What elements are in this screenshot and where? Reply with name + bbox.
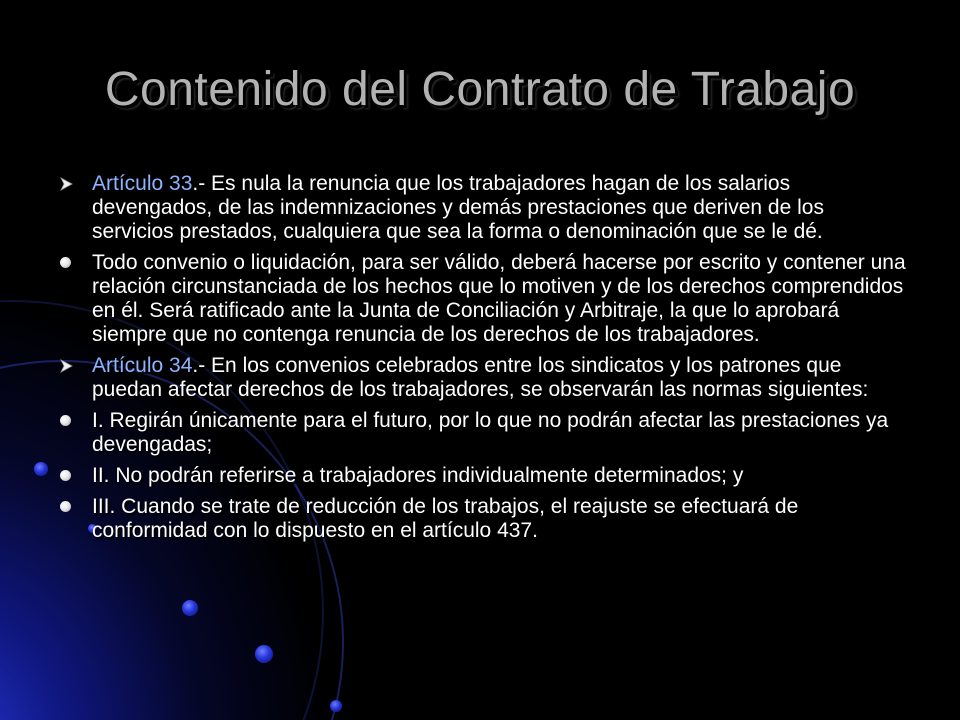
list-item xyxy=(58,409,908,457)
decorative-dot xyxy=(182,600,198,616)
item-text: II. No podrán referirse a trabajadores individualmente determinados; y xyxy=(92,464,744,487)
item-text: .- Es nula la renuncia que los trabajadores hagan de los salarios devengados, de las indemnizaciones y demás prestaciones que deriven de los servicios prestados, cualquiera que sea la forma o denominación que se le dé. xyxy=(92,172,824,243)
slide-title: Contenido del Contrato de Trabajo xyxy=(104,63,856,116)
list-item xyxy=(58,172,908,244)
item-text: .- En los convenios celebrados entre los sindicatos y los patrones que puedan afectar derechos de los trabajadores, se observarán las normas siguientes: xyxy=(92,354,869,401)
decorative-dot xyxy=(255,645,273,663)
list-item xyxy=(58,251,908,347)
item-text: III. Cuando se trate de reducción de los trabajos, el reajuste se efectuará de conformidad con lo dispuesto en el artículo 437. xyxy=(92,495,799,542)
article-lead: Artículo 33 xyxy=(92,172,193,195)
decorative-dot xyxy=(34,462,48,476)
article-lead: Artículo 34 xyxy=(92,354,193,377)
list-item xyxy=(58,464,908,488)
list-item xyxy=(58,354,908,402)
bullet-list xyxy=(58,172,908,550)
arrow-bullet-icon xyxy=(58,175,76,193)
dot-bullet-icon xyxy=(60,415,71,426)
dot-bullet-icon xyxy=(60,501,71,512)
dot-bullet-icon xyxy=(60,470,71,481)
list-item xyxy=(58,495,908,543)
item-text: Todo convenio o liquidación, para ser válido, deberá hacerse por escrito y contener una relación circunstanciada de los hechos que lo motiven y de los derechos comprendidos en él. Será ratificado ante la Junta de Conciliación y Arbitraje, la que lo aprobará siempre que no contenga renuncia de los derechos de los trabajadores. xyxy=(92,251,906,346)
arrow-bullet-icon xyxy=(58,357,76,375)
item-text: I. Regirán únicamente para el futuro, por lo que no podrán afectar las prestaciones ya devengadas; xyxy=(92,409,889,456)
dot-bullet-icon xyxy=(60,257,71,268)
decorative-dot xyxy=(330,700,342,712)
